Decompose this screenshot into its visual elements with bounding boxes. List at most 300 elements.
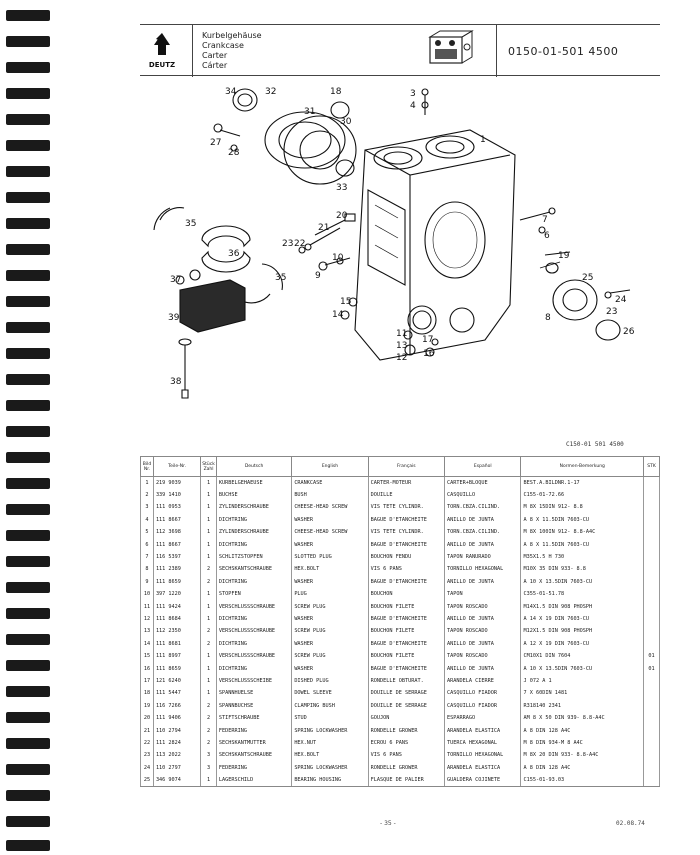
cell-normen: M 8X 100IN 912- 8.8-A4C [521,526,644,538]
callout-6: 7 [542,215,548,225]
cell-francais: BAGUE D'ETANCHEITE [368,538,444,550]
cell-english: DISHED PLUG [292,675,368,687]
cell-normen: A 8 DIN 128 A4C [521,724,644,736]
table-row [141,588,660,600]
table-row [141,613,660,625]
table-row [141,526,660,538]
cell-deutsch: ZYLINDERSCHRAUBE [216,526,291,538]
cell-deutsch: FEDERRING [216,761,291,773]
cell-teile-nr: 112 3698 [153,526,200,538]
cell-francais: BAGUE D'ETANCHEITE [368,662,444,674]
cell-espanol: ANILLO DE JUNTA [445,514,521,526]
cell-english: SPRING LOCKWASHER [292,761,368,773]
cell-francais: BAGUE D'ETANCHEITE [368,576,444,588]
table-row [141,700,660,712]
cell-francais: BOUCHON FILETE [368,650,444,662]
cell-francais: RONDELLE OBTURAT. [368,675,444,687]
callout-4: 4 [410,101,416,111]
cell-english: CRANKCASE [292,477,368,489]
page-footer-number: - 35 - [380,820,396,827]
cell-bild-nr: 6 [141,538,154,550]
col-stk: STK [644,457,660,477]
cell-espanol: TORN.CBZA.CILIND. [445,501,521,513]
cell-stk [644,563,660,575]
cell-english: STUD [292,712,368,724]
cell-francais: BAGUE D'ETANCHEITE [368,613,444,625]
cell-bild-nr: 7 [141,551,154,563]
binding-ring [6,452,50,463]
binding-ring [6,738,50,749]
callout-17: 18 [330,87,342,97]
cell-normen: M35X1.5 H 730 [521,551,644,563]
cell-deutsch: STOPFEN [216,588,291,600]
cell-english: SCREW PLUG [292,625,368,637]
cell-stueck: 3 [201,749,217,761]
cell-deutsch: VERSCHLUSSSCHEIBE [216,675,291,687]
cell-stueck: 2 [201,737,217,749]
col-francais: Français [368,457,444,477]
table-row [141,687,660,699]
cell-stueck: 1 [201,675,217,687]
callout-33: 34 [225,87,237,97]
cell-normen: A 8 X 11.5DIN 7603-CU [521,514,644,526]
cell-espanol: CASQUILLO FIADOR [445,687,521,699]
cell-english: WASHER [292,576,368,588]
cell-stueck: 1 [201,514,217,526]
cell-english: HEX.BOLT [292,749,368,761]
callout-13: 14 [332,310,344,320]
table-row [141,712,660,724]
binding-ring [6,764,50,775]
cell-espanol: ANILLO DE JUNTA [445,613,521,625]
binding-ring [6,478,50,489]
cell-normen: A 8 X 11.5DIN 7603-CU [521,538,644,550]
divider [192,25,193,77]
cell-deutsch: SECHSKANTSCHRAUBE [216,749,291,761]
callout-36: 37 [170,275,182,285]
cell-deutsch: KURBELGEHAEUSE [216,477,291,489]
cell-english: CLAMPING BUSH [292,700,368,712]
cell-deutsch: DICHTRING [216,662,291,674]
callout-28: 28 [228,148,240,158]
table-row [141,477,660,489]
binding-ring [6,114,50,125]
cell-bild-nr: 12 [141,613,154,625]
cell-english: BUSH [292,489,368,501]
cell-francais: FLASQUE DE PALIER [368,774,444,786]
cell-bild-nr: 19 [141,700,154,712]
cell-stk [644,737,660,749]
cell-francais: RONDELLE GROWER [368,724,444,736]
cell-francais: BOUCHON FILETE [368,600,444,612]
cell-francais: VIS 6 PANS [368,563,444,575]
cell-stk [644,600,660,612]
cell-deutsch: DICHTRING [216,613,291,625]
binding-ring [6,62,50,73]
cell-teile-nr: 111 8667 [153,514,200,526]
cell-normen: M 8 DIN 934-M 8 A4C [521,737,644,749]
table-row [141,774,660,786]
table-row [141,662,660,674]
binding-ring [6,400,50,411]
col-deutsch: Deutsch [216,457,291,477]
table-row [141,761,660,773]
callout-16: 17 [422,335,434,345]
cell-teile-nr: 111 9424 [153,600,200,612]
col-normen: Normen-Bemerkung [521,457,644,477]
table-row [141,576,660,588]
callout-10: 11 [396,329,408,339]
title-fr: Carter [202,51,228,60]
cell-english: SCREW PLUG [292,600,368,612]
cell-bild-nr: 17 [141,675,154,687]
cell-teile-nr: 339 1410 [153,489,200,501]
cell-normen: 7 X 60DIN 1481 [521,687,644,699]
cell-bild-nr: 18 [141,687,154,699]
cell-teile-nr: 113 2022 [153,749,200,761]
cell-bild-nr: 5 [141,526,154,538]
binding-ring [6,556,50,567]
cell-francais: BAGUE D'ETANCHEITE [368,514,444,526]
cell-english: CHEESE-HEAD SCREW [292,526,368,538]
page-header [140,24,660,76]
cell-deutsch: VERSCHLUSSSCHRAUBE [216,600,291,612]
cell-normen: M 8X 20 DIN 933- 8.8-A4C [521,749,644,761]
title-block [202,31,262,71]
binding-ring [6,582,50,593]
binding-ring [6,374,50,385]
cell-teile-nr: 111 8997 [153,650,200,662]
title-es: Cárter [202,61,228,70]
cell-bild-nr: 13 [141,625,154,637]
cell-normen: C355-01-51.78 [521,588,644,600]
cell-deutsch: STIFTSCHRAUBE [216,712,291,724]
cell-espanol: CARTER+BLOQUE [445,477,521,489]
cell-stk: 01 [644,650,660,662]
cell-stueck: 1 [201,600,217,612]
cell-deutsch: SCHLITZSTOPFEN [216,551,291,563]
cell-bild-nr: 4 [141,514,154,526]
cell-stk [644,576,660,588]
cell-stk [644,700,660,712]
cell-normen: AM 8 X 50 DIN 939- 8.8-A4C [521,712,644,724]
cell-stk [644,613,660,625]
table-row [141,563,660,575]
divider [496,25,497,77]
binding-ring [6,88,50,99]
table-row [141,551,660,563]
cell-teile-nr: 111 8659 [153,662,200,674]
cell-teile-nr: 121 6240 [153,675,200,687]
cell-teile-nr: 110 2797 [153,761,200,773]
cell-deutsch: DICHTRING [216,538,291,550]
callout-3: 3 [410,89,416,99]
cell-english: SPRING LOCKWASHER [292,724,368,736]
callout-24: 23 [606,307,618,317]
cell-teile-nr: 111 8667 [153,538,200,550]
table-row [141,650,660,662]
cell-francais: ECROU 6 PANS [368,737,444,749]
callout-32: 33 [336,183,348,193]
cell-normen: C155-01-93.03 [521,774,644,786]
cell-francais: DOUILLE DE SERRAGE [368,700,444,712]
brand-name: DEUTZ [148,61,176,69]
cell-teile-nr: 111 8659 [153,576,200,588]
cell-stueck: 2 [201,712,217,724]
table-row [141,600,660,612]
cell-francais: VIS TETE CYLINDR. [368,526,444,538]
cell-espanol: TAPON ROSCADO [445,650,521,662]
binding-ring [6,140,50,151]
callout-1: 1 [480,135,486,145]
col-bild-nr: Bild Nr. [141,457,154,477]
cell-francais: CARTER-MOTEUR [368,477,444,489]
callout-26: 26 [623,327,635,337]
cell-normen: R318140 2341 [521,700,644,712]
table-row [141,675,660,687]
cell-deutsch: VERSCHLUSSSCHRAUBE [216,625,291,637]
callout-25: 25 [582,273,594,283]
cell-francais: BAGUE D'ETANCHEITE [368,638,444,650]
cell-espanol: CASQUILLO [445,489,521,501]
cell-teile-nr: 112 2350 [153,625,200,637]
col-espanol: Español [445,457,521,477]
cell-francais: BOUCHON FENDU [368,551,444,563]
callout-18: 19 [558,251,570,261]
binding-ring [6,816,50,827]
cell-bild-nr: 2 [141,489,154,501]
cell-stk [644,724,660,736]
cell-normen: CM10X1 DIN 7604 [521,650,644,662]
cell-espanol: TORNILLO HEXAGONAL [445,563,521,575]
callout-34: 35 [185,219,197,229]
cell-stueck: 1 [201,551,217,563]
binding-ring [6,790,50,801]
cell-deutsch: ZYLINDERSCHRAUBE [216,501,291,513]
binding-ring [6,712,50,723]
cell-stk [644,675,660,687]
cell-english: HEX.NUT [292,737,368,749]
cell-normen: C155-01-72.66 [521,489,644,501]
title-de: Kurbelgehäuse [202,31,262,40]
binding-ring [6,686,50,697]
cell-normen: M14X1.5 DIN 908 PHOSPH [521,600,644,612]
cell-teile-nr: 111 5447 [153,687,200,699]
cell-espanol: ANILLO DE JUNTA [445,638,521,650]
cell-francais: VIS 6 PANS [368,749,444,761]
cell-espanol: ESPARRAGO [445,712,521,724]
cell-deutsch: DICHTRING [216,638,291,650]
cell-stk: 01 [644,662,660,674]
cell-deutsch: SECHSKANTMUTTER [216,737,291,749]
binding-ring [6,530,50,541]
cell-stk [644,687,660,699]
cell-stk [644,526,660,538]
binding-ring [6,218,50,229]
binding-ring [6,426,50,437]
cell-espanol: ARANDELA CIERRE [445,675,521,687]
cell-deutsch: SPANNHUELSE [216,687,291,699]
cell-stk [644,625,660,637]
cell-bild-nr: 15 [141,650,154,662]
cell-normen: A 14 X 19 DIN 7603-CU [521,613,644,625]
cell-normen: M10X 35 DIN 933- 8.8 [521,563,644,575]
cell-espanol: TAPON ROSCADO [445,600,521,612]
cell-espanol: TORN.CBZA.CILIND. [445,526,521,538]
cell-bild-nr: 1 [141,477,154,489]
cell-normen: A 10 X 13.5DIN 7603-CU [521,576,644,588]
cell-francais: RONDELLE GROWER [368,761,444,773]
cell-stueck: 1 [201,526,217,538]
cell-english: WASHER [292,662,368,674]
binding-ring [6,348,50,359]
cell-teile-nr: 111 0953 [153,501,200,513]
cell-espanol: TAPON [445,588,521,600]
callout-8: 9 [315,271,321,281]
callout-35: 36 [228,249,240,259]
cell-stueck: 2 [201,724,217,736]
cell-normen: J 072 A 1 [521,675,644,687]
cell-stueck: 1 [201,613,217,625]
cell-english: DOWEL SLEEVE [292,687,368,699]
cell-deutsch: FEDERRING [216,724,291,736]
cell-teile-nr: 111 8681 [153,638,200,650]
table-row [141,638,660,650]
cell-stk [644,514,660,526]
cell-normen: M 8X 15DIN 912- 8.8 [521,501,644,513]
cell-stk [644,477,660,489]
table-row [141,737,660,749]
callout-22: 23 [282,239,294,249]
cell-stk [644,712,660,724]
table-row [141,724,660,736]
table-row [141,514,660,526]
cell-stueck: 2 [201,563,217,575]
cell-bild-nr: 8 [141,563,154,575]
cell-teile-nr: 110 2794 [153,724,200,736]
cell-stk [644,774,660,786]
cell-normen: A 10 X 13.5DIN 7603-CU [521,662,644,674]
cell-deutsch: LAGERSCHILD [216,774,291,786]
cell-deutsch: DICHTRING [216,514,291,526]
binding-ring [6,192,50,203]
binding-ring [6,296,50,307]
cell-bild-nr: 3 [141,501,154,513]
binding-ring [6,166,50,177]
callout-15: 16 [423,349,435,359]
cell-espanol: ANILLO DE JUNTA [445,576,521,588]
table-row [141,749,660,761]
callout-29: 30 [340,117,352,127]
cell-stueck: 1 [201,538,217,550]
cell-teile-nr: 111 8684 [153,613,200,625]
binding-ring [6,36,50,47]
callout-38: 39 [168,313,180,323]
callout-7: 8 [545,313,551,323]
cell-deutsch: SPANNBUCHSE [216,700,291,712]
cell-bild-nr: 10 [141,588,154,600]
exploded-view-drawing [140,80,660,440]
cell-espanol: TUERCA HEXAGONAL [445,737,521,749]
cell-english: WASHER [292,613,368,625]
binding-ring [6,660,50,671]
cell-english: CHEESE-HEAD SCREW [292,501,368,513]
cell-english: BEARING HOUSING [292,774,368,786]
binding-ring [6,244,50,255]
cell-francais: BOUCHON [368,588,444,600]
cell-stueck: 1 [201,774,217,786]
cell-stk [644,501,660,513]
callout-30: 31 [304,107,316,117]
cell-english: PLUG [292,588,368,600]
callout-21: 22 [294,239,306,249]
cell-espanol: ARANDELA ELASTICA [445,724,521,736]
callout-31: 32 [265,87,277,97]
binding-ring [6,10,50,21]
cell-francais: GOUJON [368,712,444,724]
callout-5: 6 [544,231,550,241]
cell-teile-nr: 116 7266 [153,700,200,712]
cell-bild-nr: 14 [141,638,154,650]
cell-stueck: 3 [201,761,217,773]
cell-stk [644,588,660,600]
binding-ring [6,634,50,645]
binding-ring [6,608,50,619]
cell-francais: DOUILLE DE SERRAGE [368,687,444,699]
cell-normen: A 12 X 19 DIN 7603-CU [521,638,644,650]
parts-table [140,456,660,787]
cell-teile-nr: 219 9039 [153,477,200,489]
document-reference: C150-01 501 4500 [566,441,624,448]
cell-bild-nr: 23 [141,749,154,761]
cell-espanol: CASQUILLO FIADOR [445,700,521,712]
callout-34: 35 [275,273,287,283]
cell-stueck: 1 [201,687,217,699]
cell-espanol: ARANDELA ELASTICA [445,761,521,773]
title-en: Crankcase [202,41,244,50]
cell-english: WASHER [292,538,368,550]
cell-teile-nr: 116 5397 [153,551,200,563]
cell-bild-nr: 21 [141,724,154,736]
cell-francais: DOUILLE [368,489,444,501]
cell-english: SLOTTED PLUG [292,551,368,563]
cell-normen: BEST.A.BILDNR.1-17 [521,477,644,489]
page-footer-date: 02.08.74 [616,820,645,827]
cell-francais: BOUCHON FILETE [368,625,444,637]
table-row [141,538,660,550]
cell-teile-nr: 111 2824 [153,737,200,749]
cell-stk [644,551,660,563]
cell-bild-nr: 20 [141,712,154,724]
cell-english: WASHER [292,638,368,650]
cell-espanol: TORNILLO HEXAGONAL [445,749,521,761]
cell-deutsch: VERSCHLUSSSCHRAUBE [216,650,291,662]
cell-teile-nr: 111 2389 [153,563,200,575]
table-header-row [141,457,660,477]
cell-stueck: 2 [201,625,217,637]
cell-stueck: 1 [201,501,217,513]
binding-ring [6,322,50,333]
cell-english: WASHER [292,514,368,526]
cell-bild-nr: 16 [141,662,154,674]
cell-deutsch: DICHTRING [216,576,291,588]
cell-teile-nr: 397 1220 [153,588,200,600]
callout-37: 38 [170,377,182,387]
callout-23: 24 [615,295,627,305]
callout-19: 20 [336,211,348,221]
cell-stueck: 1 [201,477,217,489]
cell-bild-nr: 25 [141,774,154,786]
